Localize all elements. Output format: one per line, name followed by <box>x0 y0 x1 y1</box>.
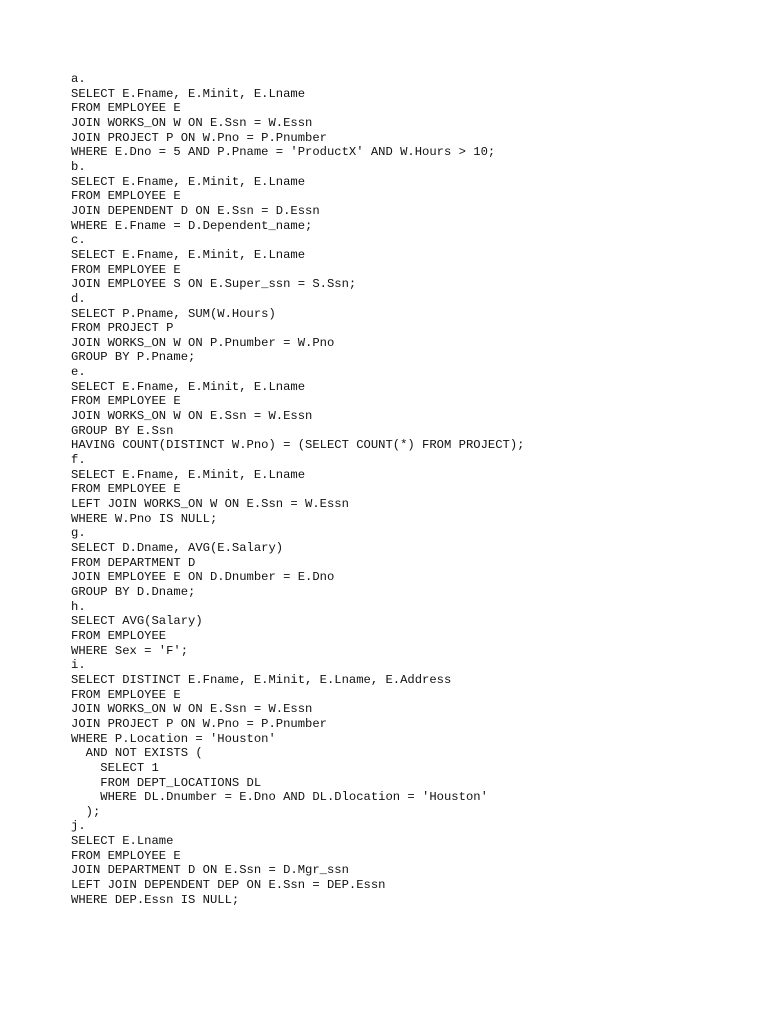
code-line: i. <box>71 658 86 673</box>
code-line: WHERE P.Location = 'Houston' <box>71 731 276 746</box>
code-line: JOIN EMPLOYEE E ON D.Dnumber = E.Dno <box>71 570 335 585</box>
code-line: WHERE DL.Dnumber = E.Dno AND DL.Dlocation = 'Houston' <box>71 790 488 805</box>
code-line: JOIN DEPENDENT D ON E.Ssn = D.Essn <box>71 203 320 218</box>
code-line: WHERE W.Pno IS NULL; <box>71 511 218 526</box>
code-line: JOIN WORKS_ON W ON E.Ssn = W.Essn <box>71 115 313 130</box>
code-line: JOIN PROJECT P ON W.Pno = P.Pnumber <box>71 716 327 731</box>
code-line: JOIN WORKS_ON W ON P.Pnumber = W.Pno <box>71 335 335 350</box>
code-line: AND NOT EXISTS ( <box>71 746 203 761</box>
code-line: SELECT 1 <box>71 760 159 775</box>
code-line: j. <box>71 819 86 834</box>
code-line: GROUP BY E.Ssn <box>71 423 174 438</box>
code-line: e. <box>71 365 86 380</box>
code-line: FROM DEPT_LOCATIONS DL <box>71 775 262 790</box>
code-line: ); <box>71 804 101 819</box>
code-line: c. <box>71 233 86 248</box>
code-line: JOIN WORKS_ON W ON E.Ssn = W.Essn <box>71 409 313 424</box>
code-line: LEFT JOIN DEPENDENT DEP ON E.Ssn = DEP.Essn <box>71 878 386 893</box>
code-line: FROM EMPLOYEE E <box>71 482 181 497</box>
code-line: SELECT E.Fname, E.Minit, E.Lname <box>71 467 306 482</box>
code-line: JOIN WORKS_ON W ON E.Ssn = W.Essn <box>71 702 313 717</box>
code-line: FROM EMPLOYEE E <box>71 848 181 863</box>
code-line: SELECT D.Dname, AVG(E.Salary) <box>71 541 284 555</box>
sql-answers-text <box>71 72 524 907</box>
code-line: g. <box>71 526 86 541</box>
code-line: SELECT AVG(Salary) <box>71 614 203 629</box>
code-line: FROM EMPLOYEE E <box>71 262 181 277</box>
code-line: JOIN DEPARTMENT D ON E.Ssn = D.Mgr_ssn <box>71 863 349 878</box>
code-line: FROM EMPLOYEE E <box>71 394 181 409</box>
code-line: SELECT DISTINCT E.Fname, E.Minit, E.Lname, E.Address <box>71 672 452 687</box>
code-line: SELECT E.Fname, E.Minit, E.Lname <box>71 86 306 101</box>
code-line: WHERE Sex = 'F'; <box>71 643 189 658</box>
code-line: FROM EMPLOYEE E <box>71 687 181 702</box>
code-line: WHERE E.Dno = 5 AND P.Pname = 'ProductX' AND W.Hours > 10; <box>71 145 496 160</box>
code-line: SELECT E.Fname, E.Minit, E.Lname <box>71 379 306 394</box>
code-line: FROM PROJECT P <box>71 321 174 336</box>
code-line: d. <box>71 291 86 306</box>
code-line: WHERE DEP.Essn IS NULL; <box>71 892 240 907</box>
code-line: FROM EMPLOYEE E <box>71 189 181 204</box>
code-line: HAVING COUNT(DISTINCT W.Pno) = (SELECT COUNT(*) FROM PROJECT); <box>71 438 525 453</box>
code-line: SELECT E.Fname, E.Minit, E.Lname <box>71 247 306 262</box>
code-line: FROM EMPLOYEE E <box>71 101 181 116</box>
code-line: SELECT E.Fname, E.Minit, E.Lname <box>71 174 306 189</box>
code-line: FROM DEPARTMENT D <box>71 555 196 570</box>
code-line: SELECT E.Lname <box>71 834 174 849</box>
code-line: f. <box>71 453 86 468</box>
code-line: GROUP BY D.Dname; <box>71 584 196 599</box>
code-line: FROM EMPLOYEE <box>71 628 167 643</box>
code-line: WHERE E.Fname = D.Dependent_name; <box>71 218 313 233</box>
code-line: SELECT P.Pname, SUM(W.Hours) <box>71 306 276 321</box>
code-line: JOIN PROJECT P ON W.Pno = P.Pnumber <box>71 130 327 145</box>
code-line: LEFT JOIN WORKS_ON W ON E.Ssn = W.Essn <box>71 497 349 512</box>
code-line: GROUP BY P.Pname; <box>71 350 196 365</box>
code-line: JOIN EMPLOYEE S ON E.Super_ssn = S.Ssn; <box>71 277 357 292</box>
code-line: b. <box>71 159 86 174</box>
code-line: a. <box>71 72 86 86</box>
code-line: h. <box>71 599 86 614</box>
